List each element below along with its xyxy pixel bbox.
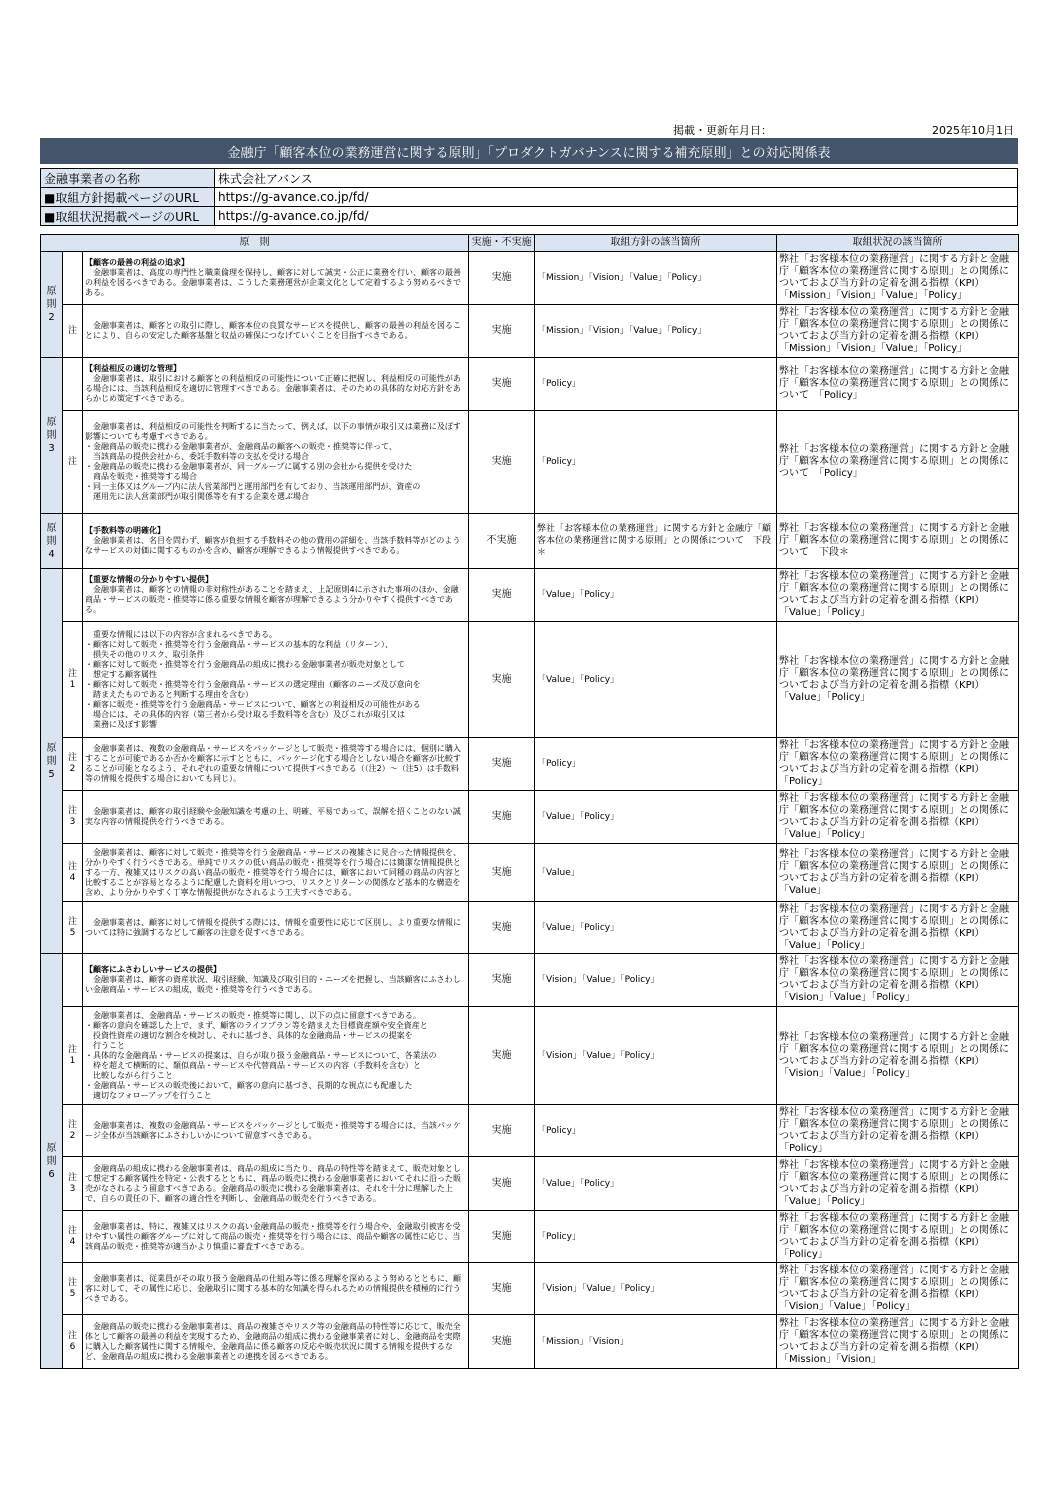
principle-label: 原 則 6: [41, 954, 63, 1369]
note-label: 注 6: [63, 1315, 83, 1369]
note-label: 注: [63, 411, 83, 514]
principle-text-cell: [83, 844, 469, 902]
result-cell: 弊社「お客様本位の業務運営」に関する方針と金融庁「顧客本位の業務運営に関する原則」との関係についておよび当方針の定着を測る指標（KPI） 「Vision」「Value」「Policy」: [777, 954, 1019, 1007]
note-label: 注: [63, 305, 83, 358]
table-row: [41, 738, 1019, 791]
status-cell: 実施: [469, 1211, 535, 1263]
page-title: 金融庁「顧客本位の業務運営に関する原則」「プロダクトガバナンスに関する補充原則」との対応関係表: [40, 138, 1018, 164]
result-cell: 弊社「お客様本位の業務運営」に関する方針と金融庁「顧客本位の業務運営に関する原則」との関係についておよび当方針の定着を測る指標（KPI） 「Value」「Policy」: [777, 902, 1019, 954]
principle-title: 【顧客にふさわしいサービスの提供】: [85, 965, 221, 974]
note-label: 注 5: [63, 1263, 83, 1315]
result-cell: 弊社「お客様本位の業務運営」に関する方針と金融庁「顧客本位の業務運営に関する原則」との関係について 「Policy」: [777, 358, 1019, 411]
principle-text-cell: [83, 1007, 469, 1105]
status-cell: 実施: [469, 252, 535, 305]
principle-text-cell: [83, 1157, 469, 1211]
status-cell: 実施: [469, 1105, 535, 1157]
principle-text: 金融事業者は、顧客の資産状況、取引経験、知識及び取引目的・ニーズを把握し、当該顧客にふさわしい金融商品・サービスの組成、販売・推奨等を行うべきである。: [85, 975, 461, 994]
principle-text-cell: [83, 954, 469, 1007]
note-label: 注 2: [63, 738, 83, 791]
principle-label: 原 則 2: [41, 252, 63, 358]
note-label: [63, 954, 83, 1007]
principle-text-cell: [83, 358, 469, 411]
status-cell: 実施: [469, 411, 535, 514]
policy-cell: 「Value」: [535, 844, 777, 902]
col-header-status: 実施・不実施: [469, 235, 535, 252]
policy-cell: 「Policy」: [535, 1105, 777, 1157]
note-label: [63, 514, 83, 569]
principle-title: 【重要な情報の分かりやすい提供】: [85, 575, 213, 584]
policy-cell: 弊社「お客様本位の業務運営」に関する方針と金融庁「顧客本位の業務運営に関する原則」との関係について 下段＊: [535, 514, 777, 569]
table-row: [41, 954, 1019, 1007]
principle-text: 金融事業者は、複数の金融商品・サービスをパッケージとして販売・推奨等する場合には、当該パッケージ全体が当該顧客にふさわしいかについて留意すべきである。: [85, 1120, 461, 1140]
result-cell: 弊社「お客様本位の業務運営」に関する方針と金融庁「顧客本位の業務運営に関する原則」との関係についておよび当方針の定着を測る指標（KPI） 「Mission」「Vision」「Value」「Policy」: [777, 252, 1019, 305]
principle-text: 金融事業者は、利益相反の可能性を判断するに当たって、例えば、以下の事情が取引又は業務に及ぼす影響についても考慮すべきである。 ・金融商品の販売に携わる金融事業者が、金融商品の顧客への販売・推奨等に伴って、 当該商品の提供会社から、委託手数料等の支払を受ける場合 ・金融商品の販売に携わる金融事業者が、同一グループに属する別の会社から提供を受けた 商品を販売・推奨等する場合 ・同一主体又はグループ内に法人営業部門と運用部門を有しており、当該運用部門が、資産の 運用先に法人営業部門が取引関係等を有する企業を選ぶ場合: [85, 422, 461, 501]
principle-text: 金融事業者は、名目を問わず、顧客が負担する手数料その他の費用の詳細を、当該手数料等がどのようなサービスの対価に関するものかを含め、顧客が理解できるよう情報提供すべきである。: [85, 536, 461, 555]
result-cell: 弊社「お客様本位の業務運営」に関する方針と金融庁「顧客本位の業務運営に関する原則」との関係についておよび当方針の定着を測る指標（KPI） 「Value」: [777, 844, 1019, 902]
info-value: 株式会社アバンス: [215, 169, 1018, 188]
table-header: [41, 235, 1019, 252]
result-cell: 弊社「お客様本位の業務運営」に関する方針と金融庁「顧客本位の業務運営に関する原則」との関係についておよび当方針の定着を測る指標（KPI） 「Value」「Policy」: [777, 569, 1019, 622]
principle-text-cell: [83, 738, 469, 791]
principle-text-cell: [83, 1263, 469, 1315]
principle-text: 重要な情報には以下の内容が含まれるべきである。 ・顧客に対して販売・推奨等を行う金融商品・サービスの基本的な利益（リターン）、 損失その他のリスク、取引条件 ・顧客に対して販売・推奨等を行う金融商品の組成に携わる金融事業者が販売対象として 想定する顧客属性 ・顧客に対して販売・推奨等を行う金融商品・サービスの選定理由（顧客のニーズ及び意向を 踏まえたものであると判断する理由を含む） ・顧客に販売・推奨等を行う金融商品・サービスについて、顧客との利益相反の可能性がある 場合には、その具体的内容（第三者から受け取る手数料等を含む）及びこれが取引又は 業務に及ぼす影響: [85, 629, 421, 729]
table-row: [41, 1105, 1019, 1157]
principle-text-cell: [83, 514, 469, 569]
principle-label: 原 則 5: [41, 569, 63, 954]
info-label: ■取組状況掲載ページのURL: [41, 207, 215, 226]
status-cell: 実施: [469, 569, 535, 622]
principle-text-cell: [83, 902, 469, 954]
policy-cell: 「Mission」「Vision」「Value」「Policy」: [535, 252, 777, 305]
principle-title: 【顧客の最善の利益の追求】: [85, 258, 189, 267]
principle-text: 金融事業者は、顧客に対して販売・推奨等を行う金融商品・サービスの複雑さに見合った情報提供を、分かりやすく行うべきである。単純でリスクの低い商品の販売・推奨等を行う場合には簡潔な情報提供とする一方、複雑又はリスクの高い商品の販売・推奨等を行う場合には、顧客において同種の商品の内容と比較することが容易となるように配慮した資料を用いつつ、リスクとリターンの関係など基本的な構造を含め、より分かりやすく丁寧な情報提供がなされるよう工夫すべきである。: [85, 847, 461, 897]
result-cell: 弊社「お客様本位の業務運営」に関する方針と金融庁「顧客本位の業務運営に関する原則」との関係についておよび当方針の定着を測る指標（KPI） 「Mission」「Vision」「Value」「Policy」: [777, 305, 1019, 358]
table-row: [41, 411, 1019, 514]
policy-cell: 「Policy」: [535, 411, 777, 514]
table-row: [41, 1263, 1019, 1315]
policy-cell: 「Policy」: [535, 1211, 777, 1263]
note-label: [63, 569, 83, 622]
policy-cell: 「Value」「Policy」: [535, 569, 777, 622]
company-info-table: [40, 168, 1018, 226]
table-row: [41, 305, 1019, 358]
table-row: [41, 252, 1019, 305]
principle-title: 【利益相反の適切な管理】: [85, 364, 181, 373]
date-value: 2025年10月1日: [932, 124, 1014, 137]
policy-cell: 「Mission」「Vision」「Value」「Policy」: [535, 305, 777, 358]
principle-text: 金融事業者は、複数の金融商品・サービスをパッケージとして販売・推奨等する場合には、個別に購入することが可能であるか否かを顧客に示すとともに、パッケージ化する場合としない場合を顧客が比較することが可能となるよう、それぞれの重要な情報について提供すべきである（（注2）～（注5）は手数料等の情報を提供する場合においても同じ）。: [85, 744, 461, 783]
policy-cell: 「Value」「Policy」: [535, 791, 777, 844]
principle-text: 金融事業者は、取引における顧客との利益相反の可能性について正確に把握し、利益相反の可能性がある場合には、当該利益相反を適切に管理すべきである。金融事業者は、そのための具体的な対応方針をあらかじめ策定すべきである。: [85, 374, 461, 403]
principle-text: 金融商品の販売に携わる金融事業者は、商品の複雑さやリスク等の金融商品の特性等に応じて、販売全体として顧客の最善の利益を実現するため、金融商品の組成に携わる金融事業者に対し、金融商品を実際に購入した顧客属性に関する情報や、金融商品に係る顧客の反応や販売状況に関する情報を提供するなど、金融商品の組成に携わる金融事業者との連携を図るべきである。: [85, 1321, 461, 1361]
note-label: 注 5: [63, 902, 83, 954]
col-header-result: 取組状況の該当箇所: [777, 235, 1019, 252]
info-label: 金融事業者の名称: [41, 169, 215, 188]
policy-cell: 「Vision」「Value」「Policy」: [535, 1007, 777, 1105]
table-row: [41, 791, 1019, 844]
result-cell: 弊社「お客様本位の業務運営」に関する方針と金融庁「顧客本位の業務運営に関する原則」との関係についておよび当方針の定着を測る指標（KPI） 「Mission」「Vision」: [777, 1315, 1019, 1369]
principle-text: 金融商品の組成に携わる金融事業者は、商品の組成に当たり、商品の特性等を踏まえて、販売対象として想定する顧客属性を特定・公表するとともに、商品の販売に携わる金融事業者においてそれに沿った販売がなされるよう留意すべきである。金融商品の販売に携わる金融事業者は、それを十分に理解した上で、自らの責任の下、顧客の適合性を判断し、金融商品の販売を行うべきである。: [85, 1163, 461, 1203]
status-cell: 実施: [469, 738, 535, 791]
table-row: [41, 514, 1019, 569]
date-label: 掲載・更新年月日：: [673, 124, 772, 137]
note-label: [63, 358, 83, 411]
policy-cell: 「Vision」「Value」「Policy」: [535, 1263, 777, 1315]
info-value-link[interactable]: https://g-avance.co.jp/fd/: [215, 188, 1018, 207]
table-row: [41, 358, 1019, 411]
note-label: 注 4: [63, 844, 83, 902]
principle-text: 金融事業者は、顧客との取引に際し、顧客本位の良質なサービスを提供し、顧客の最善の利益を図ることにより、自らの安定した顧客基盤と収益の確保につなげていくことを目指すべきである。: [85, 321, 461, 340]
principle-title: 【手数料等の明確化】: [85, 526, 165, 535]
result-cell: 弊社「お客様本位の業務運営」に関する方針と金融庁「顧客本位の業務運営に関する原則」との関係についておよび当方針の定着を測る指標（KPI） 「Policy」: [777, 1211, 1019, 1263]
result-cell: 弊社「お客様本位の業務運営」に関する方針と金融庁「顧客本位の業務運営に関する原則」との関係についておよび当方針の定着を測る指標（KPI） 「Value」「Policy」: [777, 1157, 1019, 1211]
status-cell: 実施: [469, 1007, 535, 1105]
principle-text-cell: [83, 1211, 469, 1263]
info-row-company: [41, 169, 1018, 188]
principle-text-cell: [83, 411, 469, 514]
status-cell: 実施: [469, 902, 535, 954]
note-label: 注 3: [63, 791, 83, 844]
principle-text: 金融事業者は、特に、複雑又はリスクの高い金融商品の販売・推奨等を行う場合や、金融取引被害を受けやすい属性の顧客グループに対して商品の販売・推奨等を行う場合には、商品や顧客の属性に応じ、当該商品の販売・推奨等が適当かより慎重に審査すべきである。: [85, 1221, 461, 1251]
col-header-principle: 原 則: [41, 235, 469, 252]
principle-text-cell: [83, 622, 469, 738]
principle-text-cell: [83, 791, 469, 844]
status-cell: 実施: [469, 954, 535, 1007]
principle-text: 金融事業者は、顧客の取引経験や金融知識を考慮の上、明確、平易であって、誤解を招くことのない誠実な内容の情報提供を行うべきである。: [85, 807, 461, 826]
principle-text: 金融事業者は、高度の専門性と職業倫理を保持し、顧客に対して誠実・公正に業務を行い、顧客の最善の利益を図るべきである。金融事業者は、こうした業務運営が企業文化として定着するよう努めるべきである。: [85, 268, 461, 297]
info-value-link[interactable]: https://g-avance.co.jp/fd/: [215, 207, 1018, 226]
info-label: ■取組方針掲載ページのURL: [41, 188, 215, 207]
status-cell: 実施: [469, 1157, 535, 1211]
status-cell: 実施: [469, 791, 535, 844]
status-cell: 実施: [469, 1315, 535, 1369]
table-row: [41, 1315, 1019, 1369]
status-cell: 実施: [469, 1263, 535, 1315]
principle-text-cell: [83, 1315, 469, 1369]
note-label: 注 4: [63, 1211, 83, 1263]
policy-cell: 「Vision」「Value」「Policy」: [535, 954, 777, 1007]
principle-text-cell: [83, 305, 469, 358]
principle-text: 金融事業者は、金融商品・サービスの販売・推奨等に関し、以下の点に留意すべきである。 ・顧客の意向を確認した上で、まず、顧客のライフプラン等を踏まえた目標資産額や安全資産と 投資性資産の適切な割合を検討し、それに基づき、具体的な金融商品・サービスの提案を 行うこと ・具体的な金融商品・サービスの提案は、自らが取り扱う金融商品・サービスについて、各業法の 枠を超えて横断的に、類似商品・サービスや代替商品・サービスの内容（手数料を含む）と 比較しながら行うこと ・金融商品・サービスの販売後において、顧客の意向に基づき、長期的な視点にも配慮した 適切なフォローアップを行うこと: [85, 1010, 437, 1100]
principles-table: [40, 234, 1019, 1369]
note-label: 注 1: [63, 622, 83, 738]
principle-text: 金融事業者は、顧客に対して情報を提供する際には、情報を重要性に応じて区別し、より重要な情報については特に強調するなどして顧客の注意を促すべきである。: [85, 917, 461, 937]
principle-label: 原 則 4: [41, 514, 63, 569]
policy-cell: 「Policy」: [535, 738, 777, 791]
info-row-status-url: [41, 207, 1018, 226]
result-cell: 弊社「お客様本位の業務運営」に関する方針と金融庁「顧客本位の業務運営に関する原則」との関係についておよび当方針の定着を測る指標（KPI） 「Vision」「Value」「Policy」: [777, 1263, 1019, 1315]
principle-text: 金融事業者は、顧客との情報の非対称性があることを踏まえ、上記原則4に示された事項のほか、金融商品・サービスの販売・推奨等に係る重要な情報を顧客が理解できるよう分かりやすく提供すべきである。: [85, 585, 459, 614]
policy-cell: 「Mission」「Vision」: [535, 1315, 777, 1369]
info-row-policy-url: [41, 188, 1018, 207]
col-header-policy: 取組方針の該当箇所: [535, 235, 777, 252]
result-cell: 弊社「お客様本位の業務運営」に関する方針と金融庁「顧客本位の業務運営に関する原則」との関係についておよび当方針の定着を測る指標（KPI） 「Value」「Policy」: [777, 622, 1019, 738]
table-row: [41, 844, 1019, 902]
status-cell: 実施: [469, 358, 535, 411]
policy-cell: 「Value」「Policy」: [535, 902, 777, 954]
date-row: [40, 122, 1018, 136]
result-cell: 弊社「お客様本位の業務運営」に関する方針と金融庁「顧客本位の業務運営に関する原則」との関係について 下段＊: [777, 514, 1019, 569]
result-cell: 弊社「お客様本位の業務運営」に関する方針と金融庁「顧客本位の業務運営に関する原則」との関係についておよび当方針の定着を測る指標（KPI） 「Policy」: [777, 1105, 1019, 1157]
result-cell: 弊社「お客様本位の業務運営」に関する方針と金融庁「顧客本位の業務運営に関する原則」との関係について 「Policy」: [777, 411, 1019, 514]
policy-cell: 「Value」「Policy」: [535, 1157, 777, 1211]
principle-text-cell: [83, 1105, 469, 1157]
policy-cell: 「Policy」: [535, 358, 777, 411]
table-row: [41, 1157, 1019, 1211]
status-cell: 実施: [469, 844, 535, 902]
result-cell: 弊社「お客様本位の業務運営」に関する方針と金融庁「顧客本位の業務運営に関する原則」との関係についておよび当方針の定着を測る指標（KPI） 「Policy」: [777, 738, 1019, 791]
result-cell: 弊社「お客様本位の業務運営」に関する方針と金融庁「顧客本位の業務運営に関する原則」との関係についておよび当方針の定着を測る指標（KPI） 「Vision」「Value」「Policy」: [777, 1007, 1019, 1105]
note-label: [63, 252, 83, 305]
status-cell: 実施: [469, 305, 535, 358]
note-label: 注 2: [63, 1105, 83, 1157]
principle-text: 金融事業者は、従業員がその取り扱う金融商品の仕組み等に係る理解を深めるよう努めるとともに、顧客に対して、その属性に応じ、金融取引に関する基本的な知識を得られるための情報提供を積極的に行うべきである。: [85, 1273, 461, 1303]
table-row: [41, 1211, 1019, 1263]
result-cell: 弊社「お客様本位の業務運営」に関する方針と金融庁「顧客本位の業務運営に関する原則」との関係についておよび当方針の定着を測る指標（KPI） 「Value」「Policy」: [777, 791, 1019, 844]
note-label: 注 3: [63, 1157, 83, 1211]
status-cell: 不実施: [469, 514, 535, 569]
principle-text-cell: [83, 569, 469, 622]
policy-cell: 「Value」「Policy」: [535, 622, 777, 738]
principle-label: 原 則 3: [41, 358, 63, 514]
table-row: [41, 569, 1019, 622]
table-row: [41, 622, 1019, 738]
table-row: [41, 902, 1019, 954]
note-label: 注 1: [63, 1007, 83, 1105]
principle-text-cell: [83, 252, 469, 305]
status-cell: 実施: [469, 622, 535, 738]
table-row: [41, 1007, 1019, 1105]
